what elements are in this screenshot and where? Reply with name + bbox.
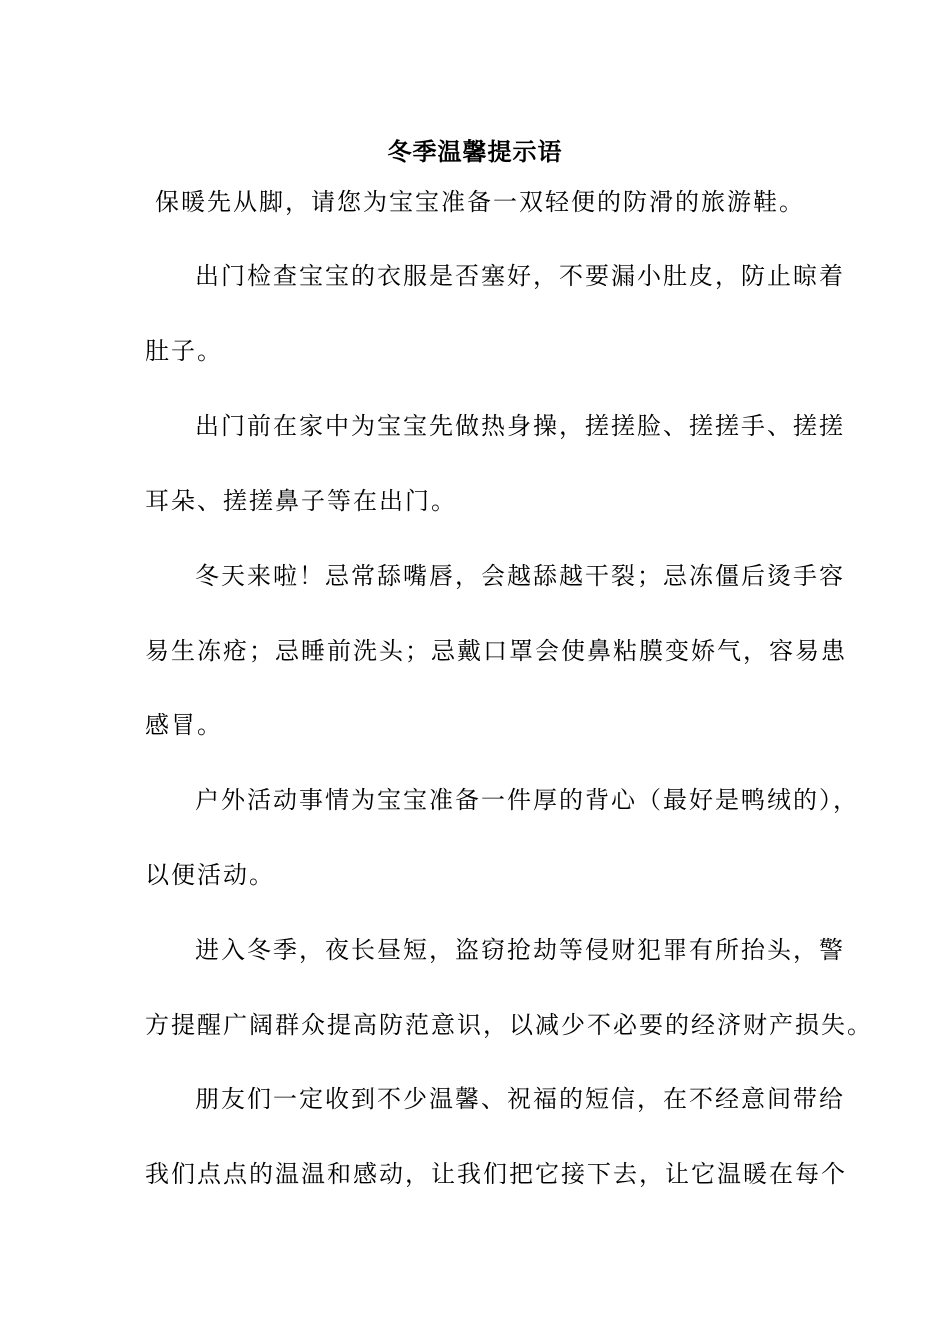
- document-title: 冬季温馨提示语: [387, 137, 563, 166]
- paragraph-line: 朋友们一定收到不少温馨、祝福的短信，在不经意间带给: [195, 1085, 845, 1113]
- paragraph-line: 我们点点的温温和感动，让我们把它接下去，让它温暖在每个: [145, 1160, 847, 1188]
- paragraph-line: 方提醒广阔群众提高防范意识，以减少不必要的经济财产损失。: [145, 1011, 873, 1039]
- paragraph-line: 出门前在家中为宝宝先做热身操，搓搓脸、搓搓手、搓搓: [195, 412, 845, 440]
- paragraph-line: 易生冻疮；忌睡前洗头；忌戴口罩会使鼻粘膜变娇气，容易患: [145, 637, 847, 665]
- paragraph-line: 以便活动。: [145, 861, 275, 889]
- paragraph-line: 进入冬季，夜长昼短，盗窃抢劫等侵财犯罪有所抬头，警: [195, 936, 845, 964]
- paragraph-line: 保暖先从脚，请您为宝宝准备一双轻便的防滑的旅游鞋。: [155, 188, 805, 216]
- paragraph-line: 冬天来啦！忌常舔嘴唇，会越舔越干裂；忌冻僵后烫手容: [195, 562, 845, 590]
- paragraph-line: 户外活动事情为宝宝准备一件厚的背心（最好是鸭绒的），: [195, 786, 859, 814]
- paragraph-line: 出门检查宝宝的衣服是否塞好，不要漏小肚皮，防止晾着: [195, 262, 845, 290]
- paragraph-line: 耳朵、搓搓鼻子等在出门。: [145, 487, 457, 515]
- paragraph-line: 肚子。: [145, 337, 223, 365]
- paragraph-line: 感冒。: [145, 711, 223, 739]
